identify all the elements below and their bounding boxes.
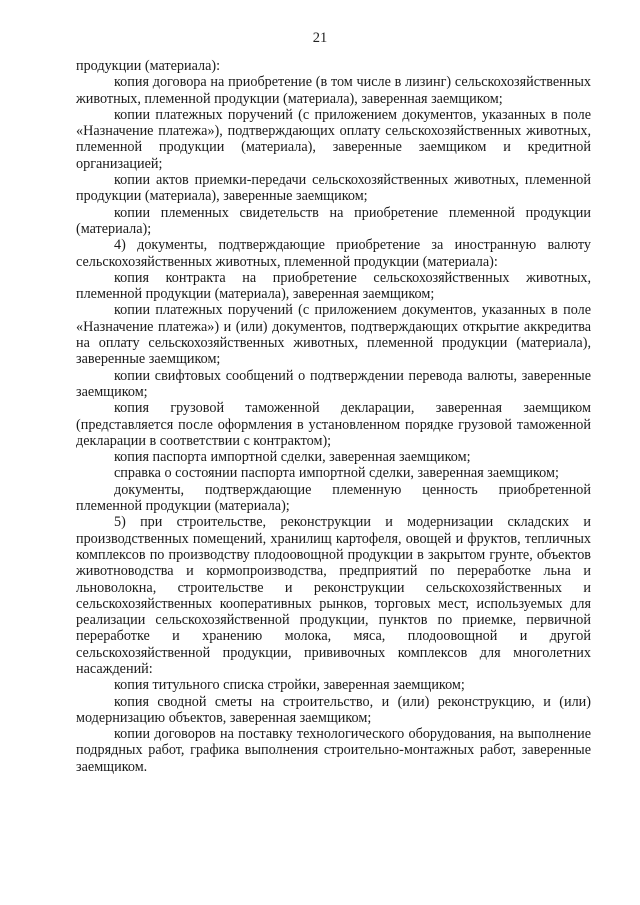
paragraph: 4) документы, подтверждающие приобретение за иностранную валюту сельскохозяйственных животных, племенной продукции (материала): [76, 237, 591, 270]
paragraph: копия сводной сметы на строительство, и (или) реконструкцию, и (или) модернизацию объектов, заверенная заемщиком; [76, 693, 591, 726]
paragraph: копии свифтовых сообщений о подтверждении перевода валюты, заверенные заемщиком; [76, 367, 591, 400]
paragraph: копия грузовой таможенной декларации, заверенная заемщиком (представляется после оформления в установленном порядке грузовой таможенной декларации в соответствии с контрактом); [76, 400, 591, 449]
paragraph: копии племенных свидетельств на приобретение племенной продукции (материала); [76, 204, 591, 237]
paragraph: копия договора на приобретение (в том числе в лизинг) сельскохозяйственных животных, племенной продукции (материала), заверенная заемщиком; [76, 74, 591, 107]
page-number: 21 [312, 30, 328, 46]
paragraph: копии платежных поручений (с приложением документов, указанных в поле «Назначение платежа»), подтверждающих оплату сельскохозяйственных животных, племенной продукции (материала), заверенные заемщиком и кредитной организацией; [76, 106, 591, 172]
paragraph: документы, подтверждающие племенную ценность приобретенной племенной продукции (материала); [76, 481, 591, 515]
paragraph: копии актов приемки-передачи сельскохозяйственных животных, племенной продукции (материала), заверенные заемщиком; [76, 172, 591, 205]
paragraph: справка о состоянии паспорта импортной сделки, заверенная заемщиком; [114, 465, 559, 482]
paragraph: копия контракта на приобретение сельскохозяйственных животных, племенной продукции (материала), заверенная заемщиком; [76, 269, 591, 303]
paragraph: копии платежных поручений (с приложением документов, указанных в поле «Назначение платежа») и (или) документов, подтверждающих открытие аккредитва на оплату сельскохозяйственных животных, племенной продукции (материала), заверенные заемщиком; [76, 302, 591, 368]
paragraph: 5) при строительстве, реконструкции и модернизации складских и производственных помещений, хранилищ картофеля, овощей и фруктов, тепличных комплексов по производству плодоовощной продукции в закрытом грунте, объектов животноводства и кормопроизводства, предприятий по переработке льна и льноволокна, строительстве и реконструкции сельскохозяйственных и сельскохозяйственных кооперативных рынков, торговых мест, используемых для реализации сельскохозяйственной продукции, пунктов по приемке, первичной переработке и хранению молока, мяса, плодоовощной и другой сельскохозяйственной продукции, прививочных комплексов для многолетних насаждений: [76, 514, 591, 677]
paragraph: копии договоров на поставку технологического оборудования, на выполнение подрядных работ, графика выполнения строительно-монтажных работ, заверенные заемщиком. [76, 726, 591, 775]
document-body [76, 58, 591, 775]
paragraph: продукции (материала): [76, 58, 221, 74]
paragraph: копия паспорта импортной сделки, заверенная заемщиком; [114, 449, 471, 466]
paragraph: копия титульного списка стройки, заверенная заемщиком; [114, 677, 465, 694]
